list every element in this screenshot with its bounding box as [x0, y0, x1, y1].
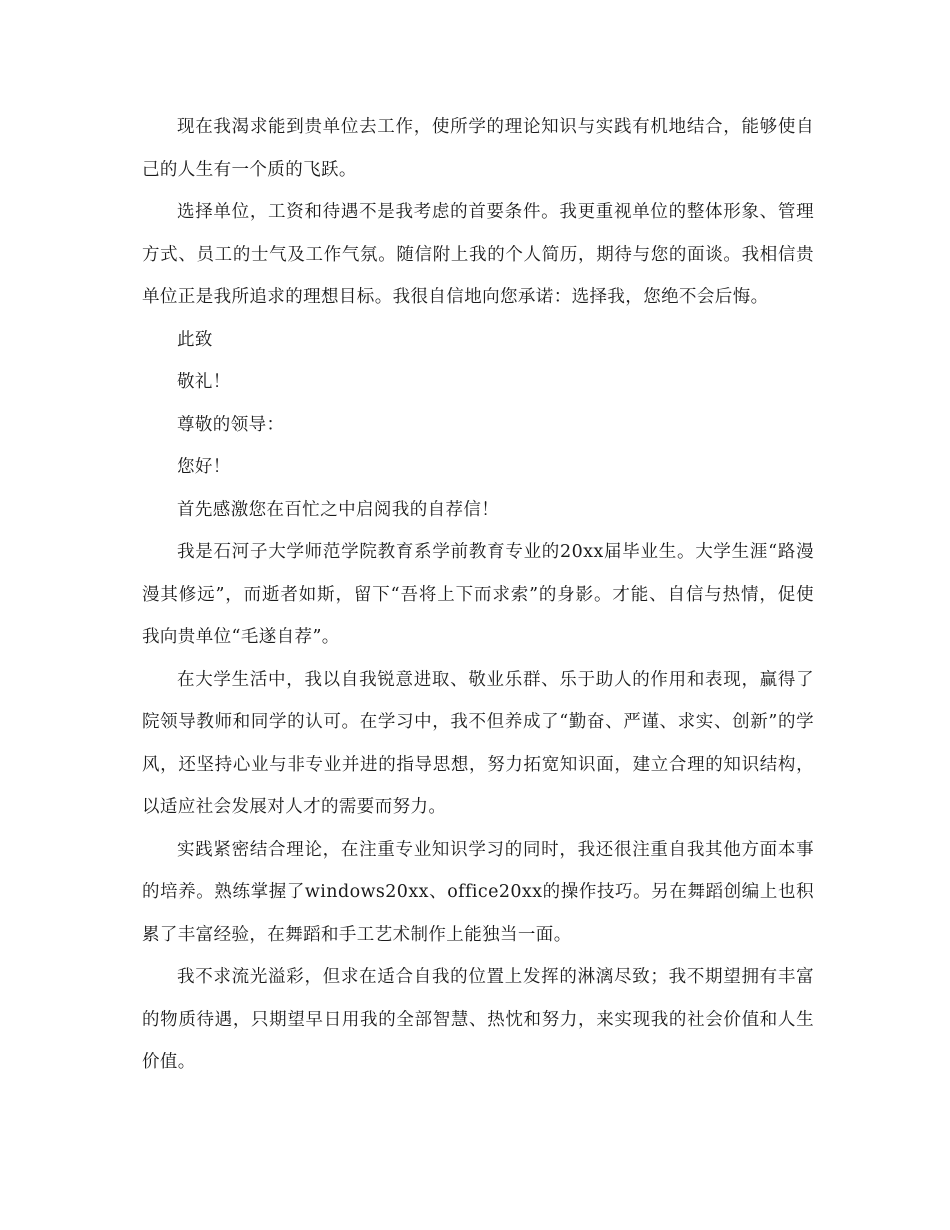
- paragraph-introduction: 我是石河子大学师范学院教育系学前教育专业的20xx届毕业生。大学生涯“路漫漫其修远”，而逝者如斯，留下“吾将上下而求索”的身影。才能、自信与热情，促使我向贵单位“毛遂自荐”。: [142, 542, 814, 647]
- paragraph-selection-criteria: 选择单位，工资和待遇不是我考虑的首要条件。我更重视单位的整体形象、管理方式、员工的士气及工作气氛。随信附上我的个人简历，期待与您的面谈。我相信贵单位正是我所追求的理想目标。我很自信地向您承诺：选择我，您绝不会后悔。: [142, 202, 814, 307]
- paragraph-thanks: 首先感激您在百忙之中启阅我的自荐信！: [177, 499, 500, 520]
- closing-cizhi: 此致: [177, 329, 213, 350]
- paragraph-university-life: 在大学生活中，我以自我锐意进取、敬业乐群、乐于助人的作用和表现，赢得了院领导教师和同学的认可。在学习中，我不但养成了“勤奋、严谨、求实、创新”的学风，还坚持心业与非专业并进的指导思想，努力拓宽知识面，建立合理的知识结构，以适应社会发展对人才的需要而努力。: [142, 669, 814, 817]
- letter-body: [142, 106, 814, 1084]
- paragraph-aspirations: 我不求流光溢彩，但求在适合自我的位置上发挥的淋漓尽致；我不期望拥有丰富的物质待遇，只期望早日用我的全部智慧、热忱和努力，来实现我的社会价值和人生价值。: [142, 967, 814, 1072]
- paragraph-practice-skills: 实践紧密结合理论，在注重专业知识学习的同时，我还很注重自我其他方面本事的培养。熟练掌握了windows20xx、office20xx的操作技巧。另在舞蹈创编上也积累了丰富经验，在舞蹈和手工艺术制作上能独当一面。: [142, 839, 814, 945]
- greeting: 您好！: [177, 457, 231, 477]
- closing-jingli: 敬礼！: [177, 372, 231, 392]
- salutation: 尊敬的领导：: [177, 414, 285, 435]
- paragraph-work-aspiration: 现在我渴求能到贵单位去工作，使所学的理论知识与实践有机地结合，能够使自己的人生有一个质的飞跃。: [142, 117, 814, 180]
